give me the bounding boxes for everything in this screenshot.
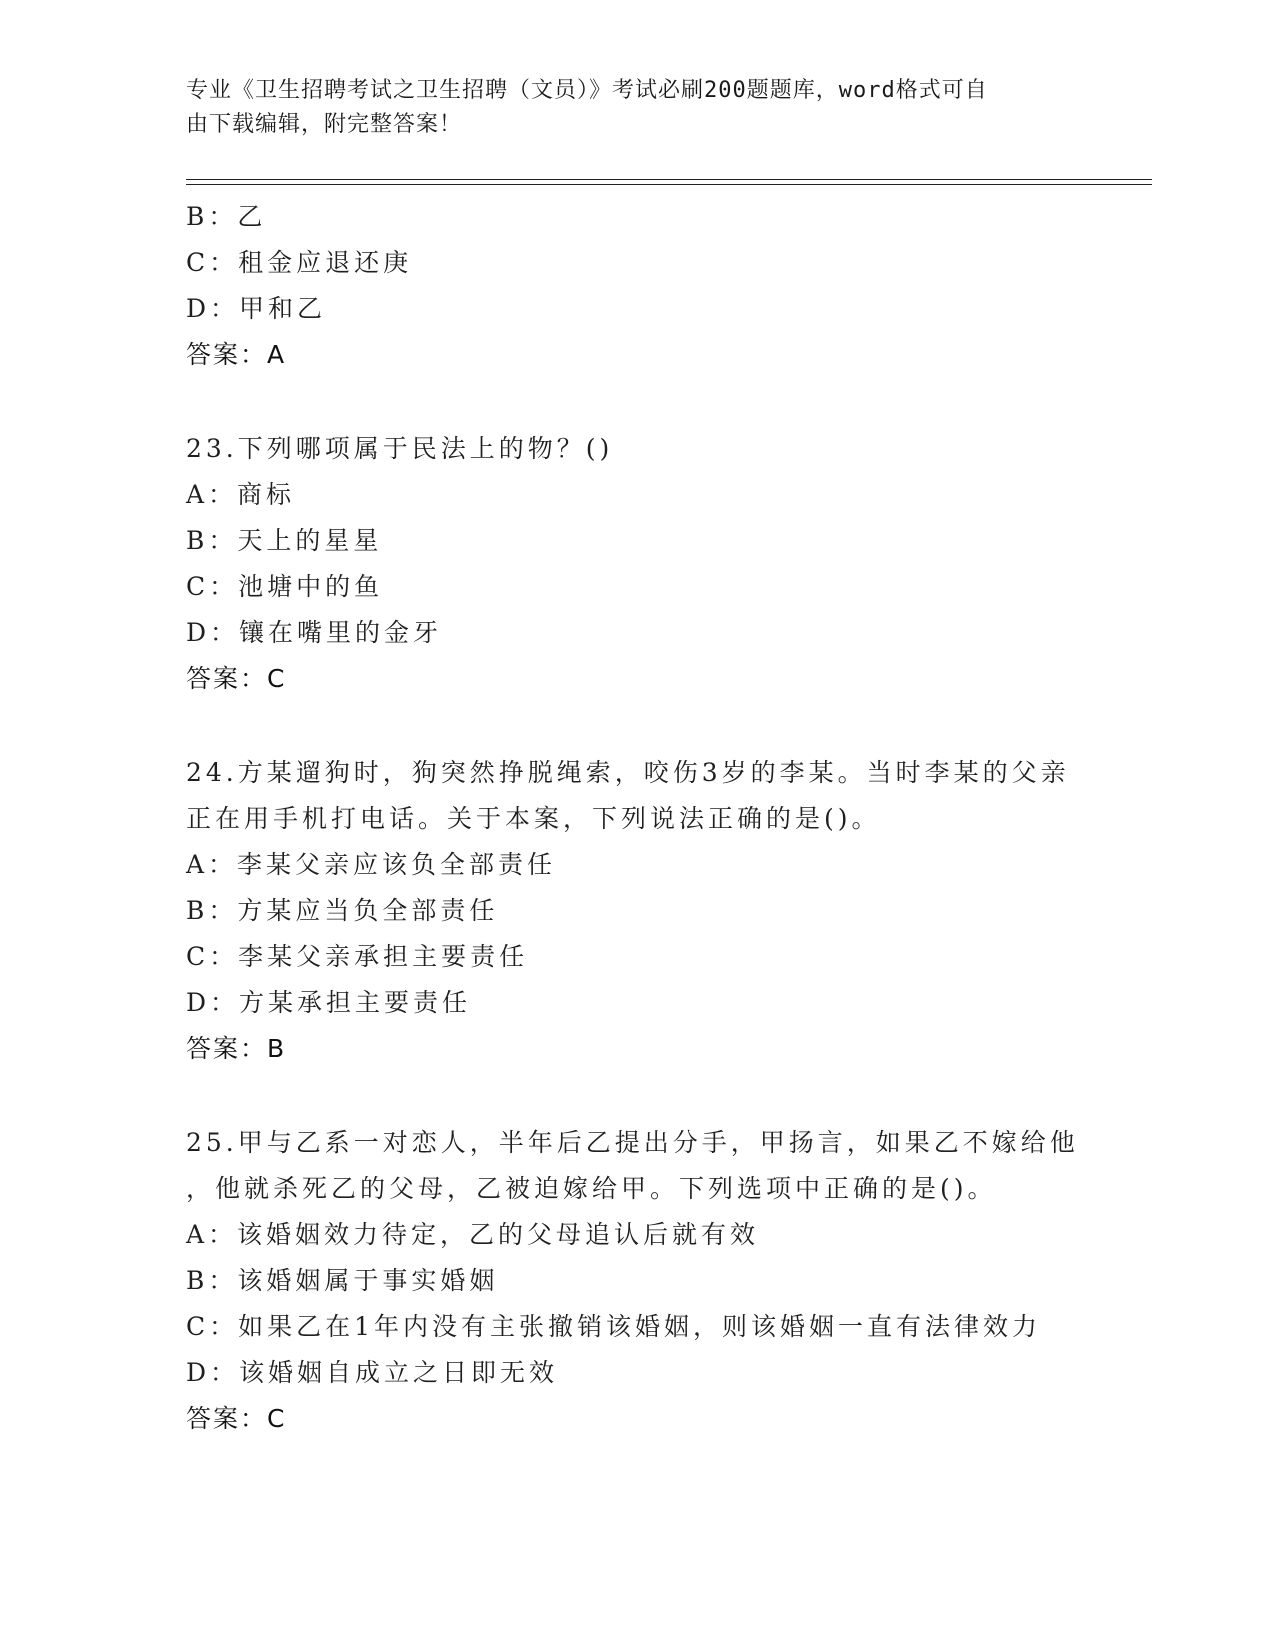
option-d: D：方某承担主要责任 — [186, 988, 472, 1017]
question-24 — [186, 750, 1086, 1072]
question-25 — [186, 1120, 1086, 1442]
question-stem-line-1: 24.方某遛狗时，狗突然挣脱绳索，咬伤3岁的李某。当时李某的父亲 — [186, 758, 1070, 787]
option-b: B：乙 — [186, 202, 267, 231]
option-b: B：该婚姻属于事实婚姻 — [186, 1266, 499, 1295]
header-line-1: 专业《卫生招聘考试之卫生招聘（文员）》考试必刷200题题库，word格式可自 — [186, 78, 988, 103]
option-a: A：该婚姻效力待定，乙的父母追认后就有效 — [186, 1220, 760, 1249]
question-stem-line-2: 正在用手机打电话。关于本案，下列说法正确的是()。 — [186, 804, 881, 833]
answer-label: 答案：B — [186, 1034, 287, 1063]
answer-label: 答案：C — [186, 1404, 287, 1433]
answer-label: 答案：A — [186, 340, 287, 369]
option-c: C：如果乙在1年内没有主张撤销该婚姻，则该婚姻一直有法律效力 — [186, 1312, 1042, 1341]
question-list — [186, 194, 1086, 1442]
option-a: A：李某父亲应该负全部责任 — [186, 850, 557, 879]
option-b: B：天上的星星 — [186, 526, 383, 555]
option-d: D：镶在嘴里的金牙 — [186, 618, 443, 647]
header-line-2: 由下载编辑，附完整答案！ — [186, 112, 463, 137]
option-c: C：租金应退还庚 — [186, 248, 413, 277]
question-22-continued — [186, 194, 1086, 378]
header-divider-bottom — [186, 184, 1152, 185]
answer-label: 答案：C — [186, 664, 287, 693]
option-a: A：商标 — [186, 480, 296, 509]
option-c: C：池塘中的鱼 — [186, 572, 384, 601]
option-d: D：甲和乙 — [186, 294, 327, 323]
header-divider-top — [186, 179, 1152, 180]
question-23 — [186, 426, 1086, 702]
question-stem: 23.下列哪项属于民法上的物？() — [186, 434, 614, 463]
option-c: C：李某父亲承担主要责任 — [186, 942, 529, 971]
question-stem-line-2: ，他就杀死乙的父母，乙被迫嫁给甲。下列选项中正确的是()。 — [186, 1174, 997, 1203]
option-b: B：方某应当负全部责任 — [186, 896, 499, 925]
option-d: D：该婚姻自成立之日即无效 — [186, 1358, 559, 1387]
document-header — [186, 74, 1066, 142]
question-stem-line-1: 25.甲与乙系一对恋人，半年后乙提出分手，甲扬言，如果乙不嫁给他 — [186, 1128, 1079, 1157]
